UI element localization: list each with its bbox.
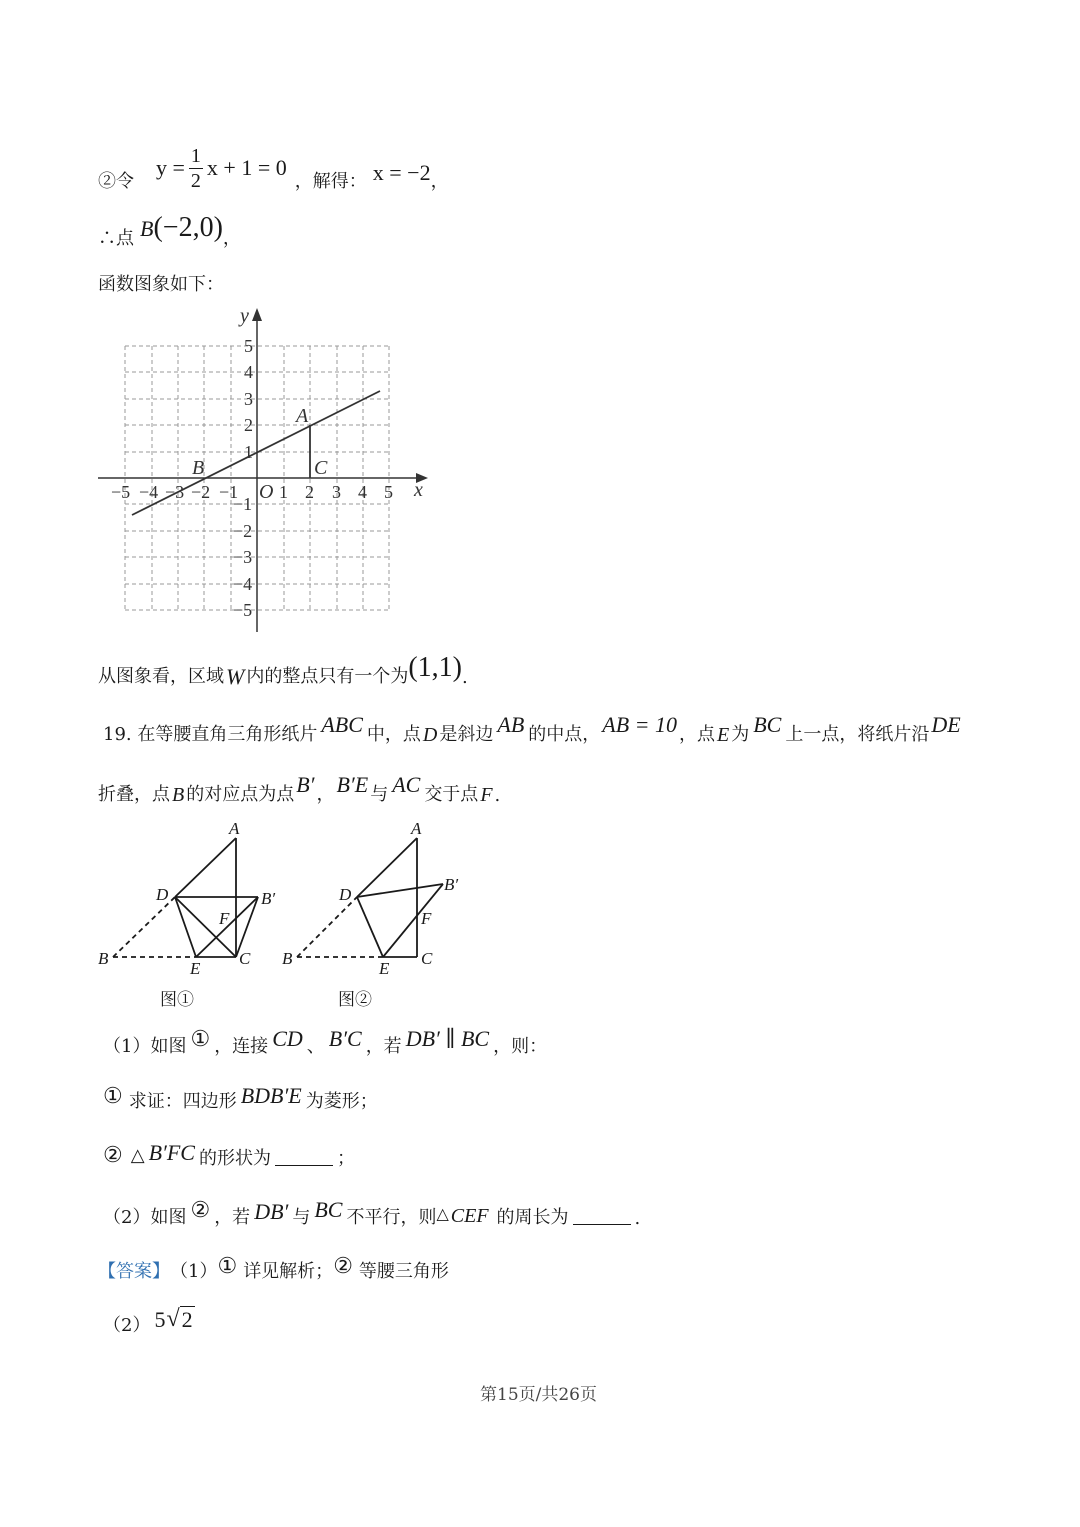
fig2-label-f: F <box>421 909 432 928</box>
answer-text: （1） <box>170 1261 218 1282</box>
x-tick: 5 <box>384 482 393 502</box>
math-de: DE <box>931 712 961 737</box>
x-axis-label: x <box>414 479 423 501</box>
fig1-label-b: B <box>98 949 109 968</box>
y-tick: −5 <box>233 600 253 620</box>
question-1-1 <box>103 1083 378 1117</box>
answer-blank[interactable] <box>573 1224 631 1225</box>
triangle-symbol: △ <box>130 1145 145 1166</box>
problem-text: 的对应点为点 <box>186 784 295 805</box>
point-b-end: ， <box>222 228 241 249</box>
circled-number: ① <box>217 1254 238 1279</box>
figure-1 <box>90 815 290 975</box>
math-f: F <box>480 784 493 806</box>
question-1-2 <box>103 1140 355 1174</box>
fig2-label-a: A <box>411 819 422 838</box>
math-b-prime-c: B′C <box>328 1026 362 1051</box>
question-text: ； <box>336 1148 355 1169</box>
answer-text: 等腰三角形 <box>358 1261 449 1282</box>
step2-eq-lhs: y = <box>156 155 185 180</box>
point-c-label: C <box>314 457 328 479</box>
problem-19-line-1 <box>103 712 963 750</box>
circled-number: ② <box>103 1143 123 1168</box>
answer-line-1 <box>98 1254 449 1287</box>
graph-intro: 函数图象如下： <box>98 274 224 295</box>
math-quad-bdbpe: BDB′E <box>240 1083 302 1108</box>
fig1-label-c: C <box>239 949 251 968</box>
answer-line-2 <box>103 1306 195 1341</box>
y-tick: −3 <box>233 547 253 567</box>
math-parallel: DB′ ∥ BC <box>405 1026 490 1051</box>
circled-number: ① <box>103 1084 123 1109</box>
question-text: ，连接 <box>214 1036 269 1057</box>
x-tick: 3 <box>332 482 341 502</box>
question-text: ，若 <box>214 1207 251 1228</box>
answer-blank[interactable] <box>275 1165 333 1166</box>
fraction-numerator: 1 <box>190 144 201 167</box>
y-tick: 3 <box>244 389 253 409</box>
step2-prefix: ②令 <box>98 171 134 192</box>
sqrt-radicand <box>180 1307 195 1333</box>
question-text: 与 <box>292 1207 311 1228</box>
x-tick: −4 <box>139 482 159 502</box>
y-tick: −1 <box>233 494 253 514</box>
circled-number: ② <box>333 1254 353 1279</box>
question-text: 不平行，则 <box>346 1207 437 1228</box>
answer-text: 详见解析； <box>243 1261 334 1282</box>
therefore-line <box>98 212 241 254</box>
origin-label: O <box>259 481 274 503</box>
question-text: 为菱形； <box>305 1091 378 1112</box>
problem-text: . <box>494 785 501 806</box>
question-text: 的形状为 <box>198 1148 271 1169</box>
y-axis-label: y <box>240 305 249 327</box>
y-tick: 2 <box>244 415 253 435</box>
fraction-one-half <box>189 146 203 191</box>
fig2-label-d: D <box>339 885 352 904</box>
fig2-label-c: C <box>421 949 433 968</box>
y-tick: 4 <box>244 362 253 382</box>
problem-text: 上一点，将纸片沿 <box>785 724 930 745</box>
function-graph <box>90 300 440 640</box>
math-b: B <box>172 784 185 806</box>
math-ac: AC <box>392 772 421 797</box>
problem-text: 折叠，点 <box>98 784 170 805</box>
region-name: W <box>226 664 245 689</box>
y-tick: 5 <box>244 336 253 356</box>
therefore-prefix: ∴点 <box>98 228 134 249</box>
math-ab-eq-10: AB = 10 <box>602 712 677 737</box>
question-text: ，则： <box>493 1036 548 1057</box>
point-a-label: A <box>296 405 309 427</box>
conclusion-prefix: 从图象看，区域 <box>98 666 224 687</box>
point-b-label: B <box>140 216 154 241</box>
problem-text: 中，点 <box>366 724 421 745</box>
math-abc: ABC <box>321 712 363 737</box>
question-text: 求证：四边形 <box>128 1091 237 1112</box>
x-tick: −2 <box>191 482 211 502</box>
figure-2-caption: 图② <box>338 990 372 1010</box>
question-text: ，若 <box>365 1036 402 1057</box>
math-bc: BC <box>314 1197 343 1222</box>
answer-tag: 【答案】 <box>98 1261 170 1282</box>
step2-mid: ，解得： <box>294 171 367 192</box>
question-2 <box>103 1197 640 1233</box>
x-tick: −5 <box>111 482 131 502</box>
x-tick: −1 <box>219 482 239 502</box>
triangle-symbol: △ <box>436 1204 449 1223</box>
conclusion-point: (1,1) <box>408 652 462 683</box>
circled-number: ② <box>190 1198 211 1223</box>
radicand-value: 2 <box>181 1307 193 1332</box>
math-cef: CEF <box>450 1205 489 1227</box>
figure-1-caption: 图① <box>160 990 194 1010</box>
fig1-label-a: A <box>229 819 240 838</box>
problem-text: 为 <box>731 724 750 745</box>
question-1 <box>103 1026 547 1062</box>
step2-equation <box>156 146 287 191</box>
sqrt-symbol-icon: √ <box>166 1306 180 1332</box>
math-b-prime-e: B′E <box>336 772 369 797</box>
step2-end: ， <box>430 171 449 192</box>
y-axis-arrow-icon <box>252 308 262 321</box>
y-tick: −4 <box>233 574 253 594</box>
fig1-label-b-prime: B′ <box>261 889 276 908</box>
x-tick: 1 <box>279 482 288 502</box>
figure-2 <box>275 815 475 975</box>
problem-text: ，点 <box>679 724 715 745</box>
step2-eq-rhs: x + 1 = 0 <box>206 155 287 180</box>
y-tick: 1 <box>244 442 253 462</box>
answer-text: （2） <box>103 1315 151 1336</box>
x-tick: −3 <box>165 482 185 502</box>
fig1-label-d: D <box>156 885 169 904</box>
conclusion-line <box>98 652 468 692</box>
conclusion-mid: 内的整点只有一个为 <box>246 666 409 687</box>
question-text: （2）如图 <box>103 1207 187 1228</box>
question-text: （1）如图 <box>103 1036 187 1057</box>
circled-number: ① <box>190 1027 211 1052</box>
answer-value <box>154 1306 194 1333</box>
fig1-label-f: F <box>219 909 230 928</box>
point-b-coords: (−2,0) <box>153 212 223 243</box>
fig1-label-e: E <box>190 959 201 975</box>
question-text: 、 <box>306 1036 325 1057</box>
question-text: 的周长为 <box>496 1207 569 1228</box>
math-bc: BC <box>753 712 782 737</box>
fig2-label-b: B <box>282 949 293 968</box>
math-db-prime: DB′ <box>254 1199 289 1224</box>
x-tick: 2 <box>305 482 314 502</box>
problem-text: ， <box>316 784 335 805</box>
problem-19-line-2 <box>98 772 500 810</box>
fig2-label-b-prime: B′ <box>444 875 459 894</box>
problem-text: 的中点， <box>528 724 601 745</box>
math-ab: AB <box>497 712 525 737</box>
problem-text: 19. 在等腰直角三角形纸片 <box>103 724 318 745</box>
math-d: D <box>422 724 438 746</box>
math-b-prime: B′ <box>296 772 315 797</box>
conclusion-end: . <box>461 667 468 688</box>
question-text: . <box>634 1208 641 1229</box>
x-tick: 4 <box>358 482 367 502</box>
page-footer: 第15页/共26页 <box>480 1385 597 1405</box>
problem-text: 与 <box>370 784 389 805</box>
point-b-graph-label: B <box>192 457 205 479</box>
math-triangle-bpfc: B′FC <box>148 1140 195 1165</box>
math-cd: CD <box>272 1026 303 1051</box>
solution-step-2 <box>98 146 449 196</box>
step2-result: x = −2 <box>372 160 431 185</box>
fraction-denominator: 2 <box>190 169 201 192</box>
problem-text: 是斜边 <box>439 724 494 745</box>
sqrt-coefficient: 5 <box>154 1307 166 1332</box>
y-tick: −2 <box>233 521 253 541</box>
math-e: E <box>717 724 730 746</box>
fig2-label-e: E <box>379 959 390 975</box>
problem-text: 交于点 <box>424 784 479 805</box>
